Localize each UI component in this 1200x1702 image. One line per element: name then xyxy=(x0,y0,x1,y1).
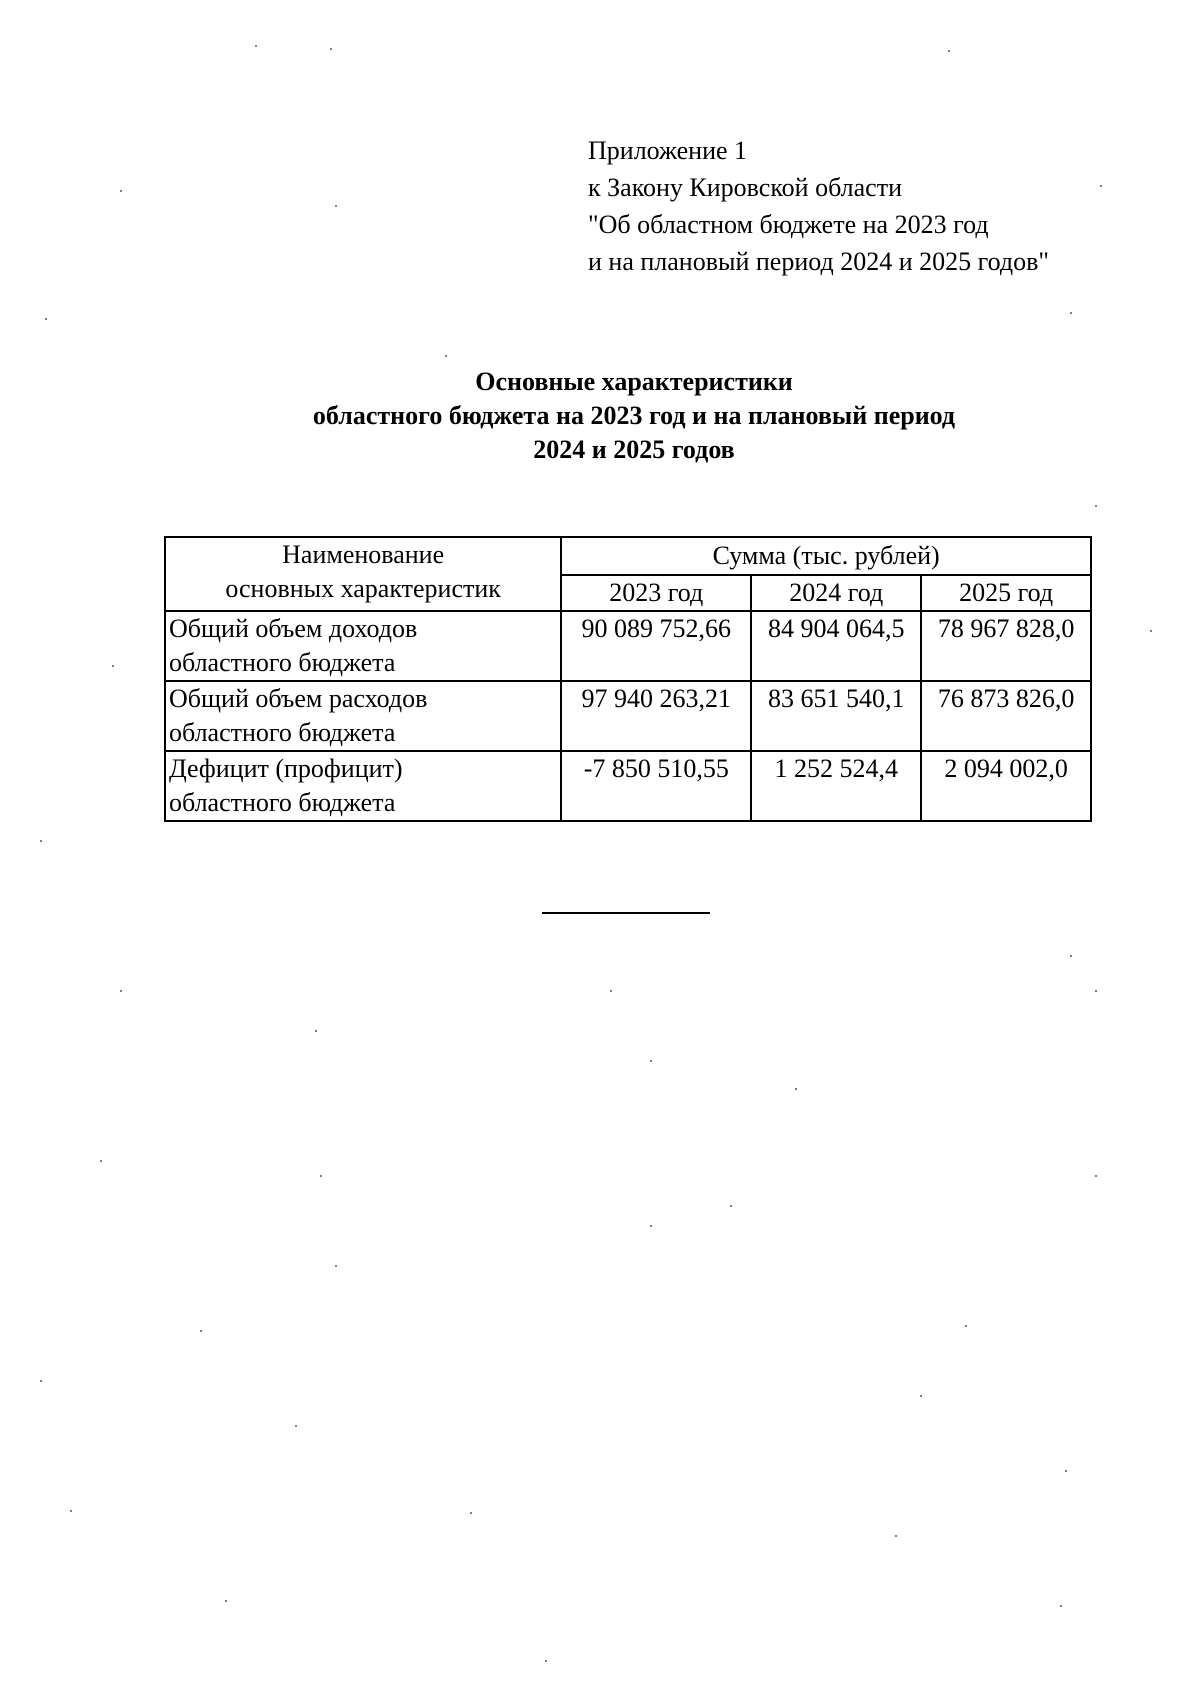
scan-speck xyxy=(1095,505,1097,507)
scan-speck xyxy=(650,1225,652,1227)
row-label-deficit xyxy=(165,751,561,821)
name-column-header xyxy=(165,537,561,611)
scan-speck xyxy=(40,1380,42,1382)
expenses-2025: 76 873 826,0 xyxy=(921,681,1091,751)
scan-speck xyxy=(1095,990,1097,992)
table-header-row xyxy=(165,537,1091,575)
title-line-3: 2024 и 2025 годов xyxy=(533,435,735,464)
scan-speck xyxy=(1070,955,1072,957)
scan-speck xyxy=(795,1088,797,1090)
table-row xyxy=(165,611,1091,681)
scan-speck xyxy=(120,190,122,192)
year-header-2025: 2025 год xyxy=(921,575,1091,611)
scan-speck xyxy=(650,1060,652,1062)
scan-speck xyxy=(45,318,47,320)
deficit-2024: 1 252 524,4 xyxy=(751,751,921,821)
appendix-line-1: Приложение 1 xyxy=(588,136,748,165)
scan-speck xyxy=(320,1175,322,1177)
expenses-2024: 83 651 540,1 xyxy=(751,681,921,751)
scan-speck xyxy=(100,1160,102,1162)
row-label-expenses xyxy=(165,681,561,751)
scan-speck xyxy=(1060,1605,1062,1607)
budget-table xyxy=(164,536,1092,822)
expenses-2023: 97 940 263,21 xyxy=(561,681,751,751)
row-label-line-2: областного бюджета xyxy=(169,788,396,817)
scan-speck xyxy=(112,665,114,667)
appendix-line-2: к Закону Кировской области xyxy=(588,173,902,202)
row-label-line-1: Общий объем доходов xyxy=(169,614,418,643)
end-divider-line xyxy=(542,912,710,914)
title-line-1: Основные характеристики xyxy=(475,367,793,396)
scan-speck xyxy=(610,990,612,992)
deficit-2025: 2 094 002,0 xyxy=(921,751,1091,821)
scan-speck xyxy=(295,1425,297,1427)
revenue-2024: 84 904 064,5 xyxy=(751,611,921,681)
scan-speck xyxy=(470,1512,472,1514)
year-header-2023: 2023 год xyxy=(561,575,751,611)
row-label-line-2: областного бюджета xyxy=(169,718,396,747)
appendix-line-4: и на плановый период 2024 и 2025 годов" xyxy=(588,247,1050,276)
revenue-2023: 90 089 752,66 xyxy=(561,611,751,681)
scan-speck xyxy=(445,355,447,357)
scan-speck xyxy=(225,1600,227,1602)
title-line-2: областного бюджета на 2023 год и на плановый период xyxy=(312,401,956,430)
revenue-2025: 78 967 828,0 xyxy=(921,611,1091,681)
deficit-2023: -7 850 510,55 xyxy=(561,751,751,821)
scan-speck xyxy=(335,205,337,207)
scan-speck xyxy=(730,1205,732,1207)
scan-speck xyxy=(330,48,332,50)
row-label-revenue xyxy=(165,611,561,681)
name-header-line-2: основных характеристик xyxy=(225,574,501,603)
scan-speck xyxy=(1150,630,1152,632)
name-header-line-1: Наименование xyxy=(282,540,445,569)
row-label-line-2: областного бюджета xyxy=(169,648,396,677)
document-title xyxy=(0,365,1200,467)
scan-speck xyxy=(948,50,950,52)
scan-speck xyxy=(965,1325,967,1327)
scan-speck xyxy=(895,1535,897,1537)
table-row xyxy=(165,681,1091,751)
scan-speck xyxy=(920,1395,922,1397)
scan-speck xyxy=(255,45,257,47)
scan-speck xyxy=(1100,185,1102,187)
year-header-2024: 2024 год xyxy=(751,575,921,611)
scan-speck xyxy=(120,990,122,992)
scan-speck xyxy=(70,1510,72,1512)
table-row xyxy=(165,751,1091,821)
scan-speck xyxy=(335,1265,337,1267)
scan-speck xyxy=(1095,1175,1097,1177)
scan-speck xyxy=(40,840,42,842)
sum-column-header: Сумма (тыс. рублей) xyxy=(561,537,1091,575)
scan-speck xyxy=(315,1030,317,1032)
appendix-note xyxy=(588,132,1049,280)
scan-speck xyxy=(545,1660,547,1662)
appendix-line-3: "Об областном бюджете на 2023 год xyxy=(588,210,989,239)
row-label-line-1: Дефицит (профицит) xyxy=(169,754,403,783)
row-label-line-1: Общий объем расходов xyxy=(169,684,428,713)
scan-speck xyxy=(1065,1470,1067,1472)
scan-speck xyxy=(1070,312,1072,314)
scan-speck xyxy=(200,1330,202,1332)
